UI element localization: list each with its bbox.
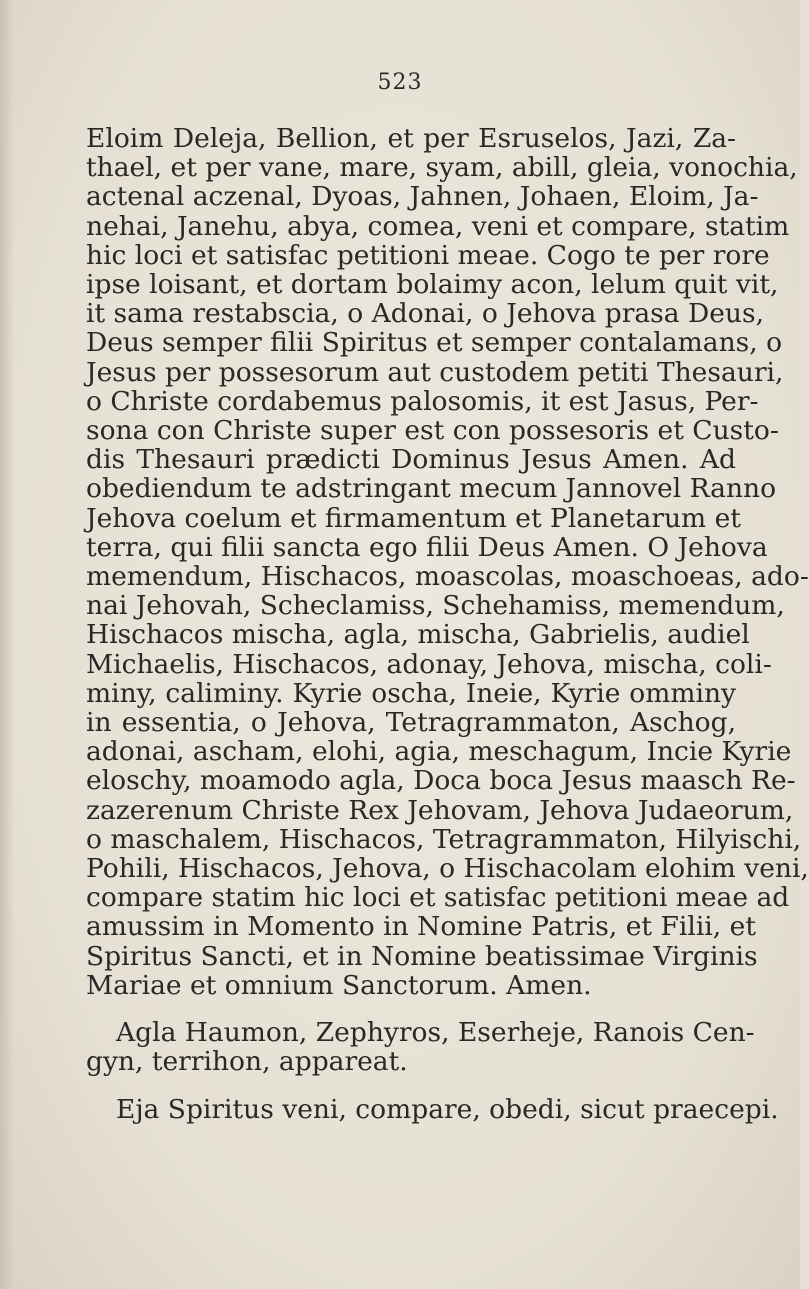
text-line: o maschalem, Hischacos, Tetragrammaton, Hilyischi, — [86, 823, 802, 855]
text-line: terra, qui filii sancta ego filii Deus Amen. O Jehova — [86, 531, 768, 563]
text-line: hic loci et satisfac petitioni meae. Cogo te per rore — [86, 239, 770, 271]
text-line: ipse loisant, et dortam bolaimy acon, lelum quit vit, — [86, 269, 779, 301]
text-line: nai Jehovah, Scheclamiss, Schehamiss, memendum, — [86, 590, 785, 622]
text-line: Eloim Deleja, Bellion, et per Esruselos, Jazi, Za- — [86, 123, 736, 154]
text-line: sona con Christe super est con possesoris et Custo- — [86, 415, 779, 447]
text-line: amussim in Momento in Nomine Patris, et Filii, et — [86, 911, 756, 943]
text-line: Eja Spiritus veni, compare, obedi, sicut praecepi. — [116, 1093, 779, 1125]
text-line: Spiritus Sancti, et in Nomine beatissimae Virginis — [86, 940, 758, 972]
page-gutter-shadow — [0, 0, 14, 1289]
text-line: actenal aczenal, Dyoas, Jahnen, Johaen, Eloim, Ja- — [86, 181, 759, 213]
body-text — [86, 123, 809, 1125]
text-line: dis Thesauri prædicti Dominus Jesus Amen. Ad — [86, 444, 736, 476]
text-line: Michaelis, Hischacos, adonay, Jehova, mischa, coli- — [86, 648, 772, 680]
text-line: in essentia, o Jehova, Tetragrammaton, Aschog, — [86, 707, 736, 739]
text-line: Jesus per possesorum aut custodem petiti Thesauri, — [86, 356, 784, 388]
text-line: obediendum te adstringant mecum Jannovel Ranno — [86, 473, 777, 505]
text-line: compare statim hic loci et satisfac petitioni meae ad — [86, 882, 790, 914]
text-line: eloschy, moamodo agla, Doca boca Jesus maasch Re- — [86, 765, 796, 797]
text-line: memendum, Hischacos, moascolas, moaschoeas, ado- — [86, 561, 809, 593]
text-line: Mariae et omnium Sanctorum. Amen. — [86, 969, 592, 1001]
paragraph — [86, 1017, 755, 1078]
text-line: Hischacos mischa, agla, mischa, Gabrielis, audiel — [86, 619, 750, 651]
text-line: Jehova coelum et firmamentum et Planetarum et — [86, 502, 741, 534]
text-line: it sama restabscia, o Adonai, o Jehova prasa Deus, — [86, 298, 765, 330]
text-line: gyn, terrihon, appareat. — [86, 1046, 408, 1078]
text-line: Deus semper filii Spiritus et semper contalamans, o — [86, 327, 783, 359]
text-line: Pohili, Hischacos, Jehova, o Hischacolam elohim veni, — [86, 853, 809, 885]
text-line: miny, caliminy. Kyrie oscha, Ineie, Kyrie omminy — [86, 677, 736, 709]
text-line: zazerenum Christe Rex Jehovam, Jehova Judaeorum, — [86, 794, 794, 826]
paragraph — [86, 1093, 779, 1125]
text-line: nehai, Janehu, abya, comea, veni et compare, statim — [86, 210, 790, 242]
text-line: thael, et per vane, mare, syam, abill, gleia, vonochia, — [86, 152, 798, 184]
paragraph — [86, 123, 809, 1001]
text-line: Agla Haumon, Zephyros, Eserheje, Ranois Cen- — [116, 1017, 755, 1049]
text-line: o Christe cordabemus palosomis, it est Jasus, Per- — [86, 385, 759, 417]
text-line: adonai, ascham, elohi, agia, meschagum, Incie Kyrie — [86, 736, 792, 768]
page-number: 523 — [377, 70, 423, 95]
